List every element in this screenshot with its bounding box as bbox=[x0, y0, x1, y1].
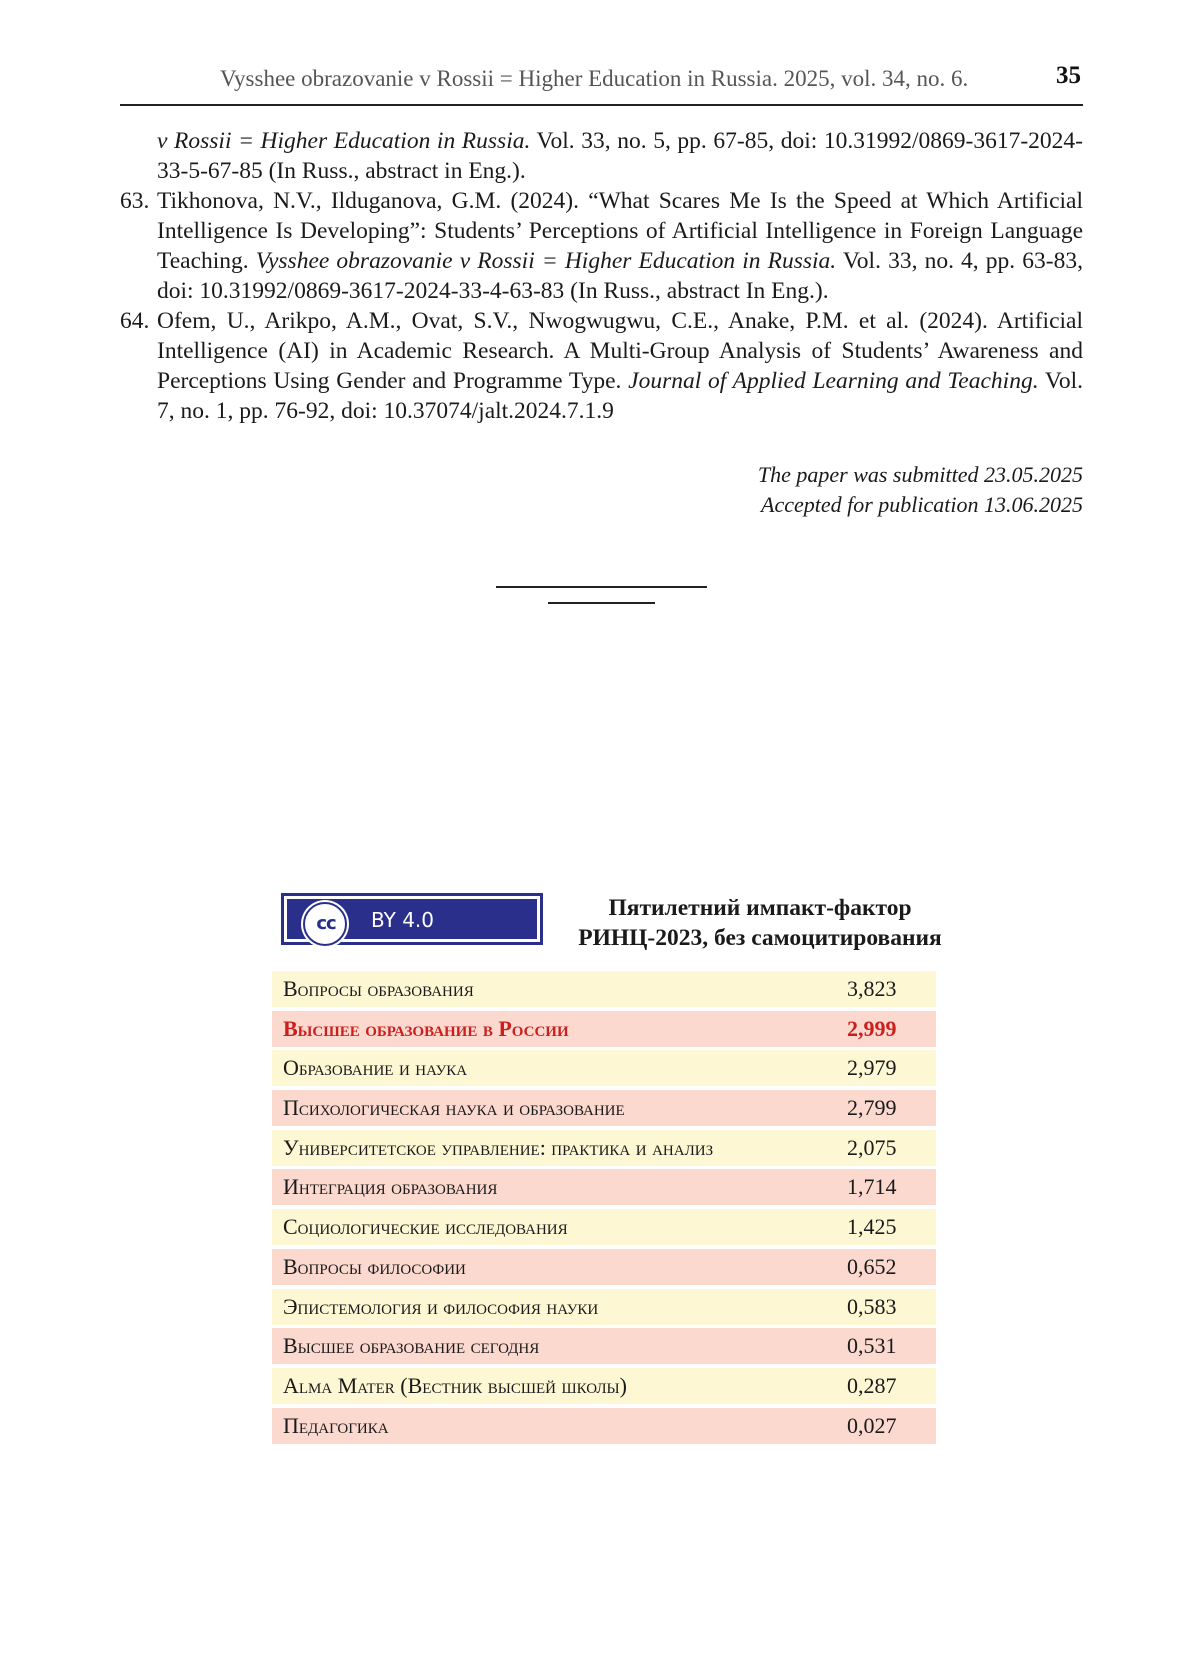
table-row bbox=[272, 1289, 936, 1325]
impact-factor-title bbox=[560, 893, 960, 953]
reference-63 bbox=[120, 186, 1083, 306]
impact-title-line1: Пятилетний импакт-фактор bbox=[608, 895, 912, 921]
table-row bbox=[272, 1090, 936, 1126]
impact-value: 3,823 bbox=[847, 976, 897, 1001]
ref-cont-details: Vol. 33, no. 5, pp. 67-85, doi: 10.31992/0869-3617-2024-33-5-67-85 (In Russ., abstract in Eng.). bbox=[157, 128, 1083, 184]
reference-continuation bbox=[120, 126, 1083, 186]
table-row bbox=[272, 1249, 936, 1285]
table-row bbox=[272, 1209, 936, 1245]
cc-icon-label: cc bbox=[316, 913, 336, 934]
impact-factor-table bbox=[272, 971, 936, 1447]
impact-title-line2: РИНЦ-2023, без самоцитирования bbox=[578, 925, 942, 951]
ref-64-details: Vol. 7, no. 1, pp. 76-92, doi: 10.37074/jalt.2024.7.1.9 bbox=[157, 368, 1084, 424]
license-version: BY 4.0 bbox=[371, 908, 435, 932]
journal-name: Alma Mater (Вестник высшей школы) bbox=[283, 1372, 627, 1398]
running-header bbox=[120, 58, 1083, 106]
end-rule-long bbox=[496, 586, 707, 588]
ref-cont-journal: v Rossii = Higher Education in Russia. bbox=[157, 128, 531, 154]
journal-name: Вопросы образования bbox=[283, 976, 474, 1001]
impact-value: 0,531 bbox=[847, 1333, 897, 1359]
reference-list bbox=[120, 126, 1083, 426]
impact-value: 0,583 bbox=[847, 1293, 897, 1319]
impact-value: 0,287 bbox=[847, 1372, 897, 1398]
cc-icon bbox=[303, 902, 347, 946]
journal-name: Высшее образование сегодня bbox=[283, 1333, 540, 1359]
page-number: 35 bbox=[1056, 62, 1081, 89]
ref-number: 64. bbox=[120, 308, 150, 334]
accepted-date: Accepted for publication 13.06.2025 bbox=[761, 492, 1083, 517]
journal-name: Психологическая наука и образование bbox=[283, 1095, 625, 1121]
table-row bbox=[272, 1368, 936, 1404]
impact-value: 2,799 bbox=[847, 1095, 897, 1121]
ref-number: 63. bbox=[120, 188, 150, 214]
impact-value: 1,425 bbox=[847, 1214, 897, 1240]
table-row bbox=[272, 1050, 936, 1086]
ref-63-details: Vol. 33, no. 4, pp. 63-83, doi: 10.31992/0869-3617-2024-33-4-63-83 (In Russ., abstract In Eng.). bbox=[157, 248, 1083, 304]
journal-name: Интеграция образования bbox=[283, 1174, 498, 1200]
impact-value: 1,714 bbox=[847, 1174, 897, 1200]
end-rule-short bbox=[548, 602, 655, 604]
impact-value: 2,999 bbox=[847, 1015, 897, 1041]
journal-name: Образование и наука bbox=[283, 1055, 468, 1081]
journal-title: Vysshee obrazovanie v Rossii = Higher Education in Russia. 2025, vol. 34, no. 6. bbox=[220, 66, 969, 91]
journal-name: Педагогика bbox=[283, 1412, 389, 1438]
submitted-date: The paper was submitted 23.05.2025 bbox=[757, 462, 1083, 487]
table-row-highlighted bbox=[272, 1011, 936, 1047]
table-row bbox=[272, 1408, 936, 1444]
table-row bbox=[272, 971, 936, 1007]
reference-64 bbox=[120, 306, 1083, 426]
journal-name: Высшее образование в России bbox=[283, 1015, 569, 1041]
ref-64-text: Ofem, U., Arikpo, A.M., Ovat, S.V., Nwogwugwu, C.E., Anake, P.M. et al. (2024). Artificial Intelligence (AI) in Academic Research. A Multi-Group Analysis of Students’ Awareness and Perceptions Using Gender and Programme Type. bbox=[157, 308, 1083, 394]
cc-badge-fill bbox=[287, 899, 537, 939]
journal-name: Университетское управление: практика и анализ bbox=[283, 1134, 714, 1160]
ref-64-journal: Journal of Applied Learning and Teaching. bbox=[628, 368, 1039, 394]
table-row bbox=[272, 1130, 936, 1166]
cc-license-badge[interactable] bbox=[281, 893, 543, 945]
ref-63-journal: Vysshee obrazovanie v Rossii = Higher Education in Russia. bbox=[255, 248, 837, 274]
table-row bbox=[272, 1328, 936, 1364]
impact-value: 0,652 bbox=[847, 1253, 897, 1279]
impact-value: 0,027 bbox=[847, 1412, 897, 1438]
table-row bbox=[272, 1169, 936, 1205]
journal-name: Вопросы философии bbox=[283, 1253, 466, 1279]
impact-value: 2,075 bbox=[847, 1134, 897, 1160]
journal-name: Социологические исследования bbox=[283, 1214, 568, 1240]
impact-value: 2,979 bbox=[847, 1055, 897, 1081]
ref-63-text: Tikhonova, N.V., Ilduganova, G.M. (2024). “What Scares Me Is the Speed at Which Artificial Intelligence Is Developing”: Students’ Perceptions of Artificial Intelligence in Foreign Language Teaching. bbox=[157, 188, 1083, 274]
submission-dates bbox=[758, 460, 1083, 520]
journal-name: Эпистемология и философия науки bbox=[283, 1293, 599, 1319]
